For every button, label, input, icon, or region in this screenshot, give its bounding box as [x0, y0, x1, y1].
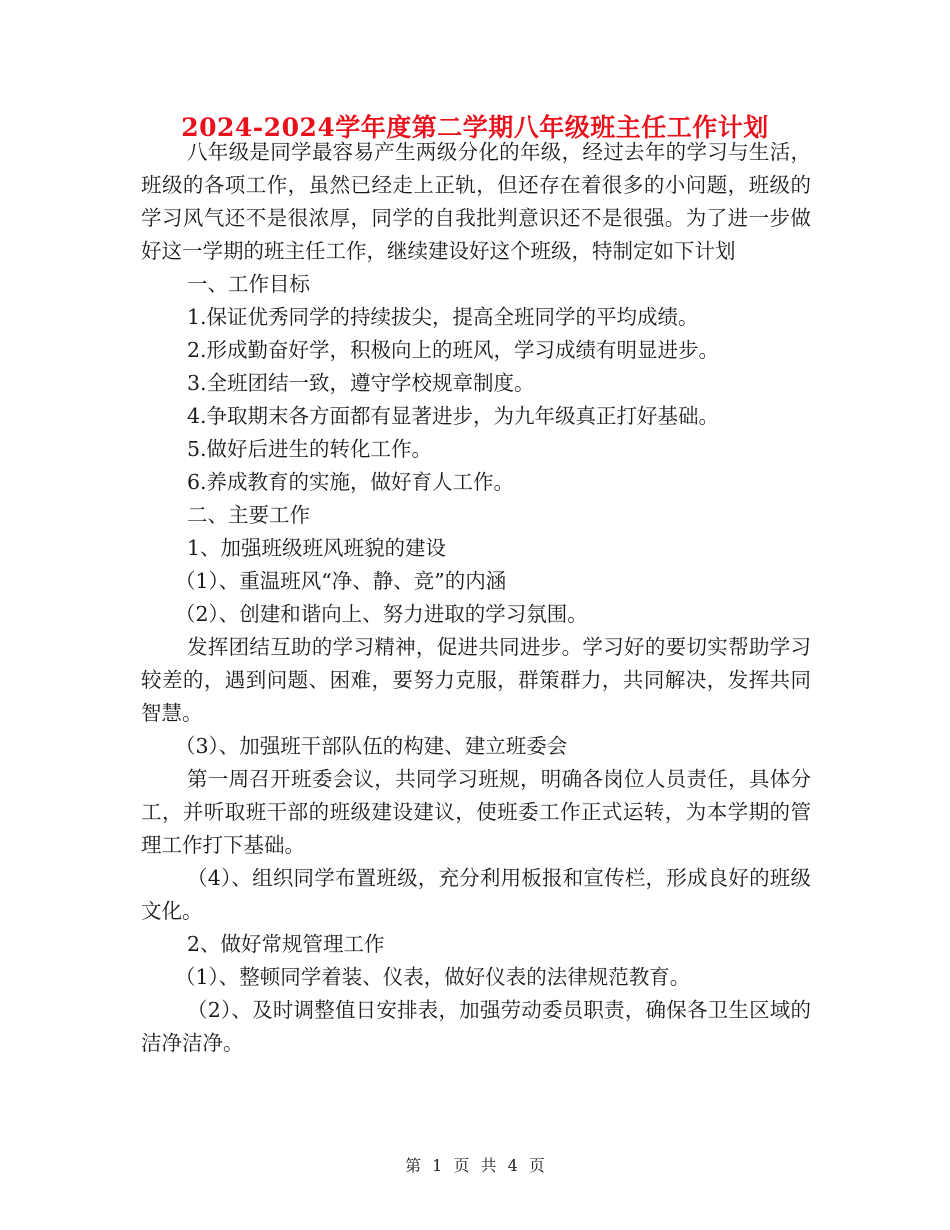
page-footer: 第 1 页 共 4 页: [405, 1156, 545, 1175]
goal-item: 5.做好后进生的转化工作。: [187, 437, 433, 461]
section-heading-goals: 一、工作目标: [187, 272, 310, 296]
goal-item: 6.养成教育的实施，做好育人工作。: [187, 470, 515, 494]
goal-item: 2.形成勤奋好学，积极向上的班风，学习成绩有明显进步。: [187, 338, 720, 362]
sub-item: （1）、重温班风“净、静、竞”的内涵: [175, 569, 507, 593]
document-title: 2024-2024学年度第二学期八年级班主任工作计划: [181, 113, 769, 142]
sub-item: （3）、加强班干部队伍的构建、建立班委会: [175, 734, 568, 758]
goal-item: 1.保证优秀同学的持续拔尖，提高全班同学的平均成绩。: [187, 305, 699, 329]
document-body: [141, 136, 811, 1060]
body-paragraph: 发挥团结互助的学习精神，促进共同进步。学习好的要切实帮助学习较差的，遇到问题、困难，要努力克服，群策群力，共同解决，发挥共同智慧。: [141, 635, 811, 725]
subsection-heading: 2、做好常规管理工作: [187, 932, 385, 956]
goal-item: 4.争取期末各方面都有显著进步，为九年级真正打好基础。: [187, 404, 720, 428]
section-heading-main-work: 二、主要工作: [187, 503, 310, 527]
intro-paragraph: 八年级是同学最容易产生两级分化的年级，经过去年的学习与生活，班级的各项工作，虽然已经走上正轨，但还存在着很多的小问题，班级的学习风气还不是很浓厚，同学的自我批判意识还不是很强。为了进一步做好这一学期的班主任工作，继续建设好这个班级，特制定如下计划: [141, 140, 811, 263]
sub-item-paragraph: （4）、组织同学布置班级，充分利用板报和宣传栏，形成良好的班级文化。: [141, 866, 811, 923]
goal-item: 3.全班团结一致，遵守学校规章制度。: [187, 371, 535, 395]
subsection-heading: 1、加强班级班风班貌的建设: [187, 536, 447, 560]
sub-item: （1）、整顿同学着装、仪表，做好仪表的法律规范教育。: [175, 965, 691, 989]
body-paragraph: 第一周召开班委会议，共同学习班规，明确各岗位人员责任，具体分工，并听取班干部的班级建设建议，使班委工作正式运转，为本学期的管理工作打下基础。: [141, 767, 811, 857]
sub-item-paragraph: （2）、及时调整值日安排表，加强劳动委员职责，确保各卫生区域的洁净洁净。: [141, 998, 811, 1055]
sub-item: （2）、创建和谐向上、努力进取的学习氛围。: [175, 602, 588, 626]
